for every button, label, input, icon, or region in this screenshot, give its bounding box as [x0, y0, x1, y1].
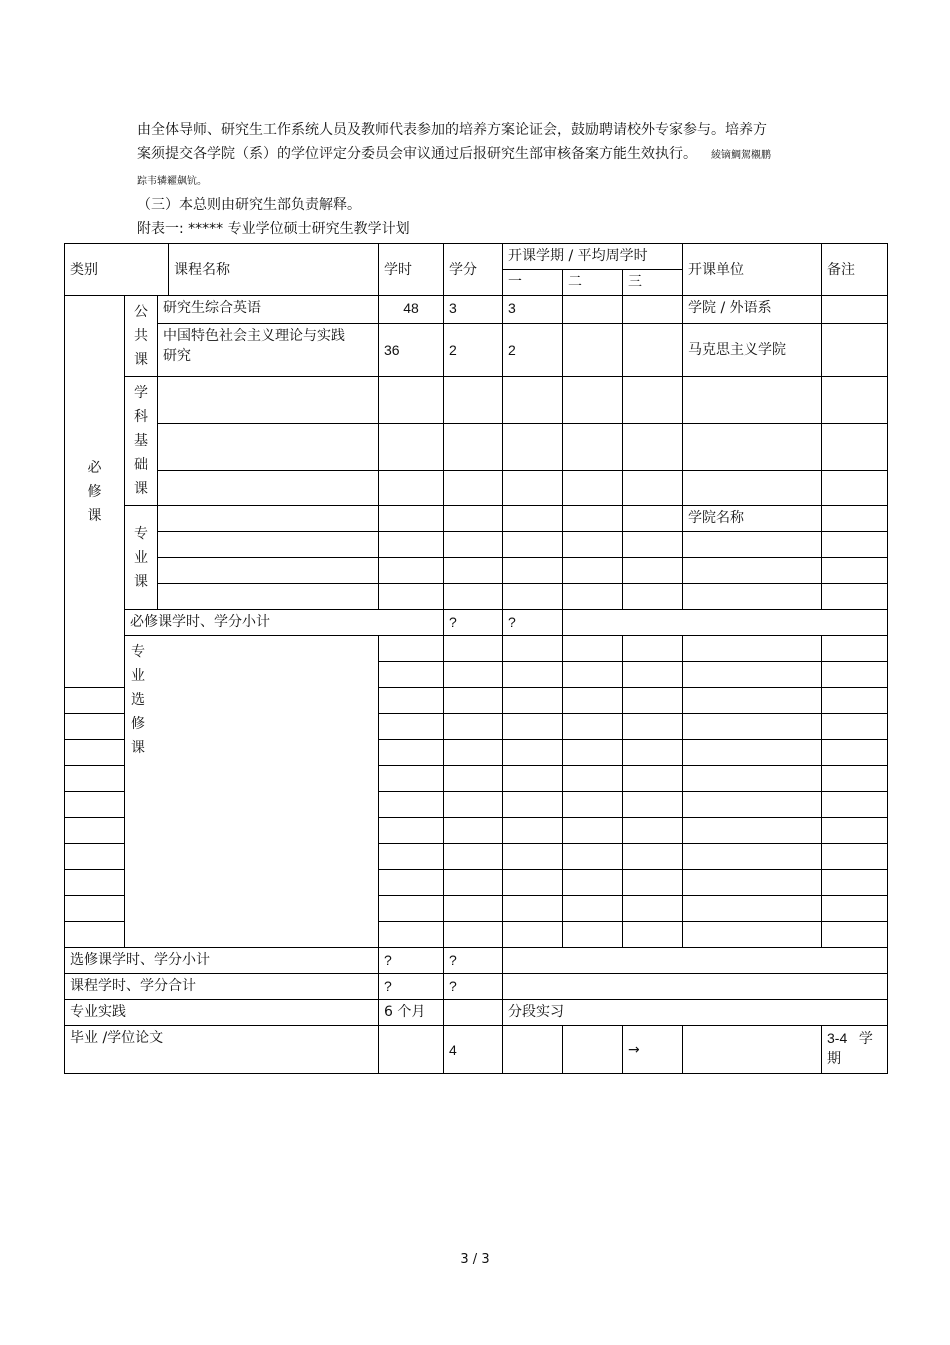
- empty-cell: [444, 818, 503, 844]
- empty-cell: [563, 558, 623, 584]
- empty-cell: [503, 714, 563, 740]
- empty-cell: [65, 844, 125, 870]
- empty-cell: [379, 714, 444, 740]
- empty-cell: [158, 506, 379, 532]
- empty-cell: [379, 377, 444, 424]
- required-subtotal-credits: ?: [503, 610, 563, 636]
- empty-cell: [503, 974, 888, 1000]
- empty-cell: [822, 584, 888, 610]
- intro-text: 由全体导师、研究生工作系统人员及教师代表参加的培养方案论证会，鼓励聘请校外专家参与。培养方案须提交各学院（系）的学位评定分委员会审议通过后报研究生部审核备案方能生效执行。: [137, 122, 767, 162]
- empty-cell: [444, 662, 503, 688]
- elective-subtotal-hours: ?: [379, 948, 444, 974]
- empty-cell: [379, 1026, 444, 1074]
- header-unit: 开课单位: [683, 244, 822, 296]
- empty-cell: [683, 818, 822, 844]
- empty-cell: [444, 584, 503, 610]
- empty-cell: [563, 377, 623, 424]
- empty-cell: [822, 740, 888, 766]
- course-unit: 马克思主义学院: [683, 323, 822, 376]
- course-hours: 36: [379, 323, 444, 376]
- teaching-plan-table: [64, 243, 888, 1074]
- course-name: 中国特色社会主义理论与实践研究: [158, 323, 379, 376]
- empty-cell: [503, 870, 563, 896]
- empty-cell: [503, 584, 563, 610]
- course-sem1: 3: [503, 296, 563, 324]
- empty-cell: [65, 896, 125, 922]
- empty-cell: [379, 818, 444, 844]
- empty-cell: [444, 714, 503, 740]
- empty-cell: [503, 844, 563, 870]
- required-category-label: 必 修 课: [65, 296, 125, 688]
- empty-cell: [822, 636, 888, 662]
- empty-cell: [379, 424, 444, 471]
- header-semester: 开课学期 / 平均周学时: [503, 244, 683, 270]
- empty-cell: [683, 584, 822, 610]
- header-sem3: 三: [623, 270, 683, 296]
- empty-cell: [65, 740, 125, 766]
- empty-cell: [503, 740, 563, 766]
- empty-cell: [623, 558, 683, 584]
- empty-cell: [563, 323, 623, 376]
- intro-paragraph: [137, 118, 777, 194]
- empty-cell: [563, 766, 623, 792]
- course-sem1: 2: [503, 323, 563, 376]
- empty-cell: [822, 377, 888, 424]
- header-category: 类别: [65, 244, 169, 296]
- empty-cell: [623, 471, 683, 506]
- empty-cell: [563, 610, 888, 636]
- empty-cell: [683, 471, 822, 506]
- practice-duration: 6 个月: [379, 1000, 444, 1026]
- empty-cell: [683, 896, 822, 922]
- empty-cell: [503, 896, 563, 922]
- empty-cell: [623, 377, 683, 424]
- empty-cell: [503, 506, 563, 532]
- empty-cell: [158, 471, 379, 506]
- empty-cell: [503, 1026, 563, 1074]
- empty-cell: [563, 1026, 623, 1074]
- empty-cell: [379, 636, 444, 662]
- empty-cell: [623, 766, 683, 792]
- empty-cell: [379, 471, 444, 506]
- empty-cell: [623, 424, 683, 471]
- header-hours: 学时: [379, 244, 444, 296]
- empty-cell: [444, 424, 503, 471]
- empty-cell: [65, 688, 125, 714]
- empty-cell: [444, 740, 503, 766]
- empty-cell: [563, 870, 623, 896]
- empty-cell: [503, 688, 563, 714]
- empty-cell: [623, 636, 683, 662]
- empty-cell: [503, 818, 563, 844]
- empty-cell: [822, 662, 888, 688]
- empty-cell: [503, 532, 563, 558]
- empty-cell: [503, 792, 563, 818]
- empty-cell: [503, 424, 563, 471]
- empty-cell: [379, 870, 444, 896]
- empty-cell: [158, 584, 379, 610]
- empty-cell: [623, 323, 683, 376]
- major-course-label: 专 业 课: [125, 506, 158, 610]
- empty-cell: [623, 714, 683, 740]
- empty-cell: [158, 558, 379, 584]
- empty-cell: [563, 532, 623, 558]
- empty-cell: [158, 424, 379, 471]
- empty-cell: [623, 506, 683, 532]
- empty-cell: [379, 688, 444, 714]
- course-total-label: 课程学时、学分合计: [65, 974, 379, 1000]
- empty-cell: [822, 471, 888, 506]
- public-course-label: 公 共 课: [125, 296, 158, 377]
- required-subtotal-label: 必修课学时、学分小计: [125, 610, 444, 636]
- empty-cell: [444, 870, 503, 896]
- empty-cell: [503, 558, 563, 584]
- empty-cell: [822, 424, 888, 471]
- empty-cell: [683, 844, 822, 870]
- empty-cell: [683, 377, 822, 424]
- empty-cell: [623, 818, 683, 844]
- empty-cell: [563, 636, 623, 662]
- empty-cell: [623, 296, 683, 324]
- empty-cell: [683, 870, 822, 896]
- major-course-unit: 学院名称: [683, 506, 822, 532]
- empty-cell: [683, 688, 822, 714]
- empty-cell: [683, 532, 822, 558]
- empty-cell: [503, 922, 563, 948]
- header-remarks: 备注: [822, 244, 888, 296]
- empty-cell: [379, 662, 444, 688]
- empty-cell: [623, 662, 683, 688]
- empty-cell: [822, 506, 888, 532]
- elective-subtotal-label: 选修课学时、学分小计: [65, 948, 379, 974]
- empty-cell: [158, 377, 379, 424]
- practice-label: 专业实践: [65, 1000, 379, 1026]
- empty-cell: [444, 922, 503, 948]
- empty-cell: [444, 688, 503, 714]
- empty-cell: [623, 844, 683, 870]
- empty-cell: [822, 766, 888, 792]
- empty-cell: [563, 688, 623, 714]
- empty-cell: [379, 740, 444, 766]
- empty-cell: [563, 471, 623, 506]
- empty-cell: [683, 792, 822, 818]
- empty-cell: [379, 896, 444, 922]
- course-unit: 学院 / 外语系: [683, 296, 822, 324]
- empty-cell: [444, 844, 503, 870]
- thesis-credits: 4: [444, 1026, 503, 1074]
- empty-cell: [563, 844, 623, 870]
- empty-cell: [683, 1026, 822, 1074]
- empty-cell: [822, 296, 888, 324]
- thesis-label: 毕业 /学位论文: [65, 1026, 379, 1074]
- empty-cell: [379, 844, 444, 870]
- empty-cell: [822, 532, 888, 558]
- elective-subtotal-credits: ?: [444, 948, 503, 974]
- empty-cell: [822, 896, 888, 922]
- thesis-remarks: 3-4 学期: [822, 1026, 888, 1074]
- garbled-text: 綾镝鯛駕櫬鹏踪韦辚糴飙钪。: [137, 150, 771, 187]
- empty-cell: [623, 688, 683, 714]
- thesis-arrow: →: [623, 1026, 683, 1074]
- empty-cell: [563, 584, 623, 610]
- empty-cell: [563, 662, 623, 688]
- header-sem2: 二: [563, 270, 623, 296]
- header-sem1: 一: [503, 270, 563, 296]
- empty-cell: [623, 870, 683, 896]
- empty-cell: [623, 584, 683, 610]
- empty-cell: [822, 922, 888, 948]
- course-name: 研究生综合英语: [158, 296, 379, 324]
- empty-cell: [623, 532, 683, 558]
- empty-cell: [822, 714, 888, 740]
- empty-cell: [444, 506, 503, 532]
- empty-cell: [65, 792, 125, 818]
- empty-cell: [822, 818, 888, 844]
- empty-cell: [65, 818, 125, 844]
- empty-cell: [503, 636, 563, 662]
- empty-cell: [563, 896, 623, 922]
- empty-cell: [379, 506, 444, 532]
- empty-cell: [623, 740, 683, 766]
- empty-cell: [444, 471, 503, 506]
- empty-cell: [683, 714, 822, 740]
- empty-cell: [379, 558, 444, 584]
- elective-category-label: 专 业 选 修 课: [125, 636, 379, 948]
- empty-cell: [683, 740, 822, 766]
- course-credits: 2: [444, 323, 503, 376]
- empty-cell: [444, 558, 503, 584]
- empty-cell: [379, 792, 444, 818]
- empty-cell: [563, 424, 623, 471]
- empty-cell: [444, 792, 503, 818]
- empty-cell: [563, 506, 623, 532]
- course-total-credits: ?: [444, 974, 503, 1000]
- empty-cell: [65, 714, 125, 740]
- empty-cell: [822, 870, 888, 896]
- page-number: 3 / 3: [460, 1252, 490, 1267]
- empty-cell: [822, 688, 888, 714]
- empty-cell: [683, 766, 822, 792]
- course-credits: 3: [444, 296, 503, 324]
- empty-cell: [503, 377, 563, 424]
- empty-cell: [444, 1000, 503, 1026]
- empty-cell: [563, 740, 623, 766]
- empty-cell: [158, 532, 379, 558]
- empty-cell: [683, 558, 822, 584]
- clause-three: （三）本总则由研究生部负责解释。: [137, 197, 361, 213]
- header-course-name: 课程名称: [169, 244, 379, 296]
- empty-cell: [822, 844, 888, 870]
- empty-cell: [444, 532, 503, 558]
- empty-cell: [65, 766, 125, 792]
- empty-cell: [379, 922, 444, 948]
- practice-note: 分段实习: [503, 1000, 888, 1026]
- empty-cell: [444, 377, 503, 424]
- empty-cell: [503, 662, 563, 688]
- empty-cell: [444, 766, 503, 792]
- empty-cell: [563, 714, 623, 740]
- empty-cell: [444, 636, 503, 662]
- empty-cell: [563, 792, 623, 818]
- empty-cell: [683, 662, 822, 688]
- empty-cell: [683, 636, 822, 662]
- basic-course-label: 学 科 基 础 课: [125, 377, 158, 506]
- header-credits: 学分: [444, 244, 503, 296]
- empty-cell: [379, 584, 444, 610]
- empty-cell: [623, 922, 683, 948]
- empty-cell: [379, 766, 444, 792]
- empty-cell: [503, 471, 563, 506]
- empty-cell: [822, 323, 888, 376]
- table-caption: 附表一: ***** 专业学位硕士研究生教学计划: [137, 221, 410, 237]
- empty-cell: [65, 870, 125, 896]
- empty-cell: [683, 424, 822, 471]
- empty-cell: [563, 922, 623, 948]
- empty-cell: [379, 532, 444, 558]
- empty-cell: [65, 922, 125, 948]
- empty-cell: [683, 922, 822, 948]
- empty-cell: [623, 792, 683, 818]
- empty-cell: [503, 766, 563, 792]
- empty-cell: [563, 296, 623, 324]
- course-hours: 48: [379, 296, 444, 324]
- empty-cell: [503, 948, 888, 974]
- empty-cell: [444, 896, 503, 922]
- course-total-hours: ?: [379, 974, 444, 1000]
- empty-cell: [623, 896, 683, 922]
- required-subtotal-hours: ?: [444, 610, 503, 636]
- empty-cell: [563, 818, 623, 844]
- empty-cell: [822, 558, 888, 584]
- empty-cell: [822, 792, 888, 818]
